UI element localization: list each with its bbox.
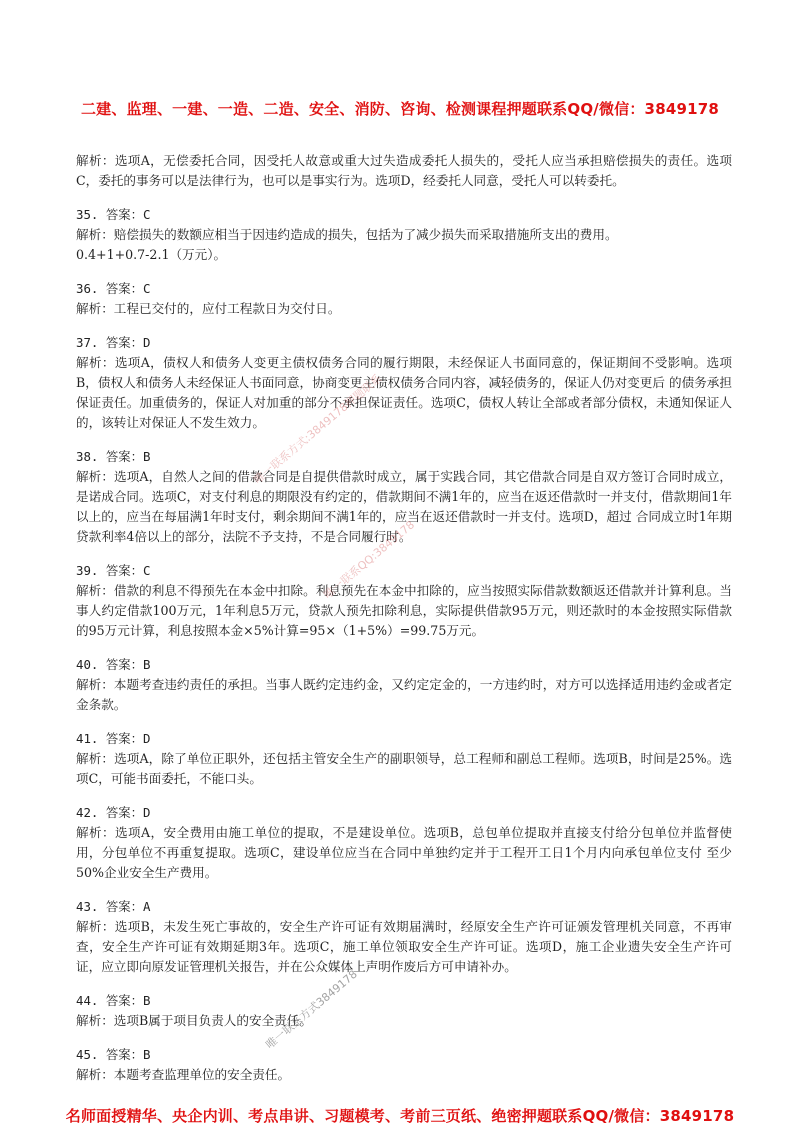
answer-label: 37. 答案：D [76,335,151,350]
entry-42 [76,803,732,883]
analysis-line: 解析：工程已交付的，应付工程款日为交付日。 [76,301,341,316]
analysis-line: 解析：选项A，自然人之间的借款合同是自提供借款时成立，属于实践合同，其它借款合同是自双方签订合同时成立，是诺成合同。选项C，对支付利息的期限没有约定的，借款期间不满1年的，应当在返还借款时一并支付，借款期间1年以上的，应当在每届满1年时支付，剩余期间不满1年的，应当在返还借款时一并支付。选项D，超过 合同成立时1年期贷款利率4倍以上的部分，法院不予支持，不是合同履行时。 [76,469,732,544]
entry-43 [76,897,732,977]
analysis-line: 解析：借款的利息不得预先在本金中扣除。利息预先在本金中扣除的，应当按照实际借款数额返还借款并计算利息。当事人约定借款100万元，1年利息5万元，贷款人预先扣除利息，实际提供借款95万元，则还款时的本金按照实际借款的95万元计算，利息按照本金×5%计算=95×（1+5%）=99.75万元。 [76,583,732,638]
analysis-line: 解析：选项A，安全费用由施工单位的提取，不是建设单位。选项B，总包单位提取并直接支付给分包单位并监督使用，分包单位不再重复提取。选项C，建设单位应当在合同中单独约定并于工程开工日1个月内向承包单位支付 至少50%企业安全生产费用。 [76,825,732,880]
answer-label: 44. 答案：B [76,993,151,1008]
analysis-line: 解析：选项B属于项目负责人的安全责任。 [76,1013,312,1028]
watermark: 唯一联系方式:3849178押题联系 [251,371,385,487]
entry-44 [76,991,732,1031]
answer-label: 35. 答案：C [76,207,151,222]
answer-label: 43. 答案：A [76,899,151,914]
entry-40 [76,655,732,715]
watermark: 唯一联系方式3849178 [263,967,360,1052]
answer-label: 45. 答案：B [76,1047,151,1062]
answer-label: 41. 答案：D [76,731,151,746]
entry-39 [76,561,732,641]
answer-label: 36. 答案：C [76,281,151,296]
entry-36 [76,279,732,319]
analysis-line: 解析：选项A，除了单位正职外，还包括主管安全生产的副职领导，总工程师和副总工程师。选项B，时间是25%。选项C，可能书面委托，不能口头。 [76,751,732,786]
analysis-line: 解析：本题考查监理单位的安全责任。 [76,1067,291,1082]
entry-45 [76,1045,732,1085]
answer-label: 39. 答案：C [76,563,151,578]
analysis-line: 解析：选项A，债权人和债务人变更主债权债务合同的履行期限，未经保证人书面同意的，保证期间不受影响。选项B，债权人和债务人未经保证人书面同意，协商变更主债权债务合同内容，减轻债务的，保证人仍对变更后 的债务承担保证责任。加重债务的，保证人对加重的部分不承担保证责任。选项C，债权人转让全部或者部分债权，未通知保证人的，该转让对保证人不发生效力。 [76,355,732,430]
entry-41 [76,729,732,789]
answer-label: 38. 答案：B [76,449,151,464]
analysis-line: 解析：本题考查违约责任的承担。当事人既约定违约金，又约定定金的，一方违约时，对方可以选择适用违约金或者定金条款。 [76,677,732,712]
answer-analysis-content [76,151,732,1099]
footer-banner: 名师面授精华、央企内训、考点串讲、习题模考、考前三页纸、绝密押题联系QQ/微信：3849178 [65,1107,735,1125]
analysis-line: 解析：选项B，未发生死亡事故的，安全生产许可证有效期届满时，经原安全生产许可证颁发管理机关同意，不再审查，安全生产许可证有效期延期3年。选项C，施工单位领取安全生产许可证。选项D，施工企业遗失安全生产许可证，应立即向原发证管理机关报告，并在公众媒体上声明作废后方可申请补办。 [76,919,732,974]
answer-label: 40. 答案：B [76,657,151,672]
entry-34 [76,151,732,191]
analysis-line: 0.4+1+0.7-2.1（万元）。 [76,247,227,262]
watermark: 唯一联系QQ:3849178 [321,518,417,602]
answer-label: 42. 答案：D [76,805,151,820]
analysis-line: 解析：选项A，无偿委托合同，因受托人故意或重大过失造成委托人损失的，受托人应当承担赔偿损失的责任。选项C，委托的事务可以是法律行为，也可以是事实行为。选项D，经委托人同意，受托人可以转委托。 [76,153,732,188]
entry-35 [76,205,732,265]
header-banner: 二建、监理、一建、一造、二造、安全、消防、咨询、检测课程押题联系QQ/微信：3849178 [80,100,720,118]
entry-37 [76,333,732,433]
analysis-line: 解析：赔偿损失的数额应相当于因违约造成的损失，包括为了减少损失而采取措施所支出的费用。 [76,227,618,242]
